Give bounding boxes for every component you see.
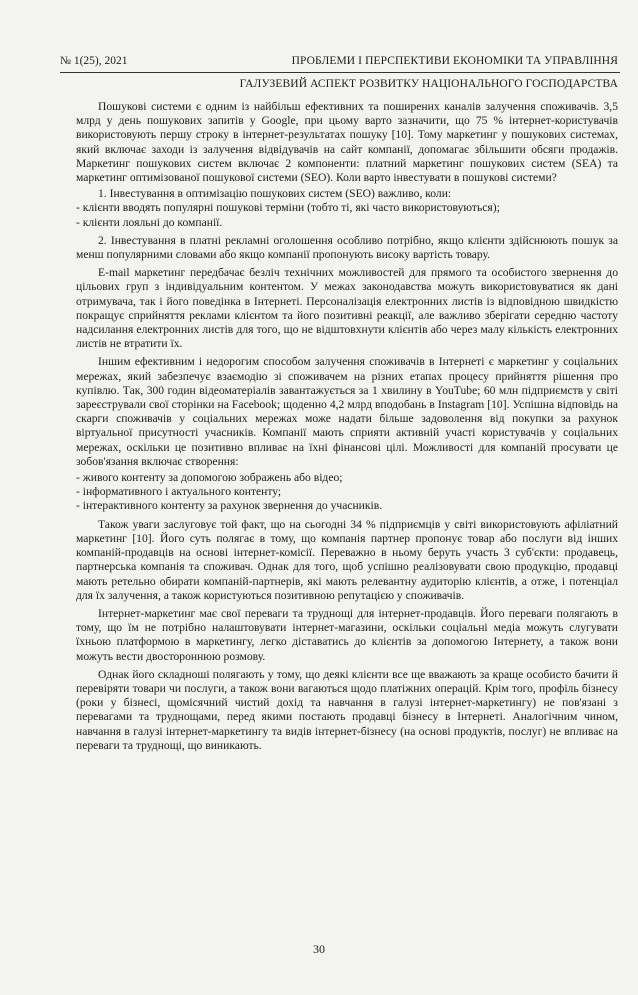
bullet-loyal-clients: - клієнти лояльні до компанії.	[76, 215, 223, 229]
paragraph-difficulties: Однак його складноші полягають у тому, що деякі клієнти все ще вважають за краще особисто бачити й перевіряти товари чи послуги, а також вони вагаються щодо платіжних операцій. Крім того, профіль бізнесу (роки у бізнесі, щомісячний чистий дохід та навчання в галузі інтернет-маркетингу) не пов'язані з перевагами та труднощами, перед якими постають продавці бізнесу в Інтернеті. Аналогічним чином, навчання в галузі інтернет-маркетингу та видів інтернет-бізнесу (на основі продуктів, послуг) не впливає на переваги та труднощі, що виникають.	[76, 667, 618, 752]
paragraph-internet-marketing: Інтернет-маркетинг має свої переваги та труднощі для інтернет-продавців. Його переваги полягають в тому, що їм не потрібно налаштовувати інтернет-магазини, оскільки соціальні медіа можуть слугувати їхньою платформою в маркетингу, легко діставатись до клієнтів за допомогою Інтернету, а також вони можуть вести двостороннюю розмову.	[76, 606, 618, 663]
paragraph-search-engines: Пошукові системи є одним із найбільш ефективних та поширених каналів залучення споживачів. 3,5 млрд у день пошукових запитів у Google, при цьому варто зазначити, що 75 % інтернет-користувачів використовують першу строку в інтернет-результатах пошуку [10]. Тому маркетинг у пошукових системах, який включає заходи із залучення відвідувачів на сайт компанії, допомагає збільшити обсяги продажів. Маркетинг пошукових систем включає 2 компоненти: платний маркетинг пошукових систем (SEA) та маркетинг оптимізованої пошукової системи (SEO). Коли варто інвестувати в пошукові системи?	[76, 100, 618, 185]
article-body	[76, 100, 618, 755]
issue-number: № 1(25), 2021	[60, 55, 128, 67]
list-item-seo: 1. Інвестування в оптимізацію пошукових систем (SEO) важливо, коли:	[98, 187, 452, 201]
bullet-informative-content: - інформативного і актуального контенту;	[76, 485, 282, 499]
paragraph-social-media: Іншим ефективним і недорогим способом залучення споживачів в Інтернеті є маркетинг у соціальних мережах, який забезпечує взаємодію зі споживачем на різних етапах процесу прийняття рішення про купівлю. Так, 300 годин відеоматеріалів завантажується за 1 хвилину в YouTube; 60 млн підприємств у світі зареєстрували свої сторінки на Facebook; щоденно 4,2 млрд вподобань в Instagram [10]. Успішна відповідь на скарги споживачів у соціальних мережах може надати більше задоволення від покупки за рахунок віртуальної присутності учасників. Компанії мають сприяти активній участі користувачів у соціальних мережах, оскільки це позитивно впливає на їхні фінансові цілі. Можливості для компаній просувати це зобов'язання включає створення:	[76, 355, 618, 468]
page-number: 30	[313, 942, 325, 956]
bullet-popular-terms: - клієнти вводять популярні пошукові терміни (тобто ті, які часто використовуються);	[76, 201, 500, 215]
bullet-live-content: - живого контенту за допомогою зображень або відео;	[76, 471, 343, 485]
list-item-paid-ads: 2. Інвестування в платні рекламні оголошення особливо потрібно, якщо клієнти здійснюють пошук за менш популярними словами або якщо компанії пропонують високу вартість товару.	[76, 233, 618, 262]
paragraph-email-marketing: E-mail маркетинг передбачає безліч технічних можливостей для прямого та особистого звернення до цільових груп з індивідуальним контентом. У межах законодавства можуть використовуватися як дані отримувача, так і його поведінка в Інтернеті. Персоналізація електронних листів із відповідною швидкістю покращує сприйняття реклами клієнтом та його позитивні реакції, але важливо зберігати середню частоту надсилання електронних листів для того, що не відштовхнути клієнтів або через малу кількість електронних листів не втратити їх.	[76, 266, 618, 351]
bullet-interactive-content: - інтерактивного контенту за рахунок звернення до учасників.	[76, 499, 383, 513]
header-rule	[60, 72, 620, 73]
journal-title: ПРОБЛЕМИ І ПЕРСПЕКТИВИ ЕКОНОМІКИ ТА УПРАВЛІННЯ	[291, 55, 618, 67]
section-title: ГАЛУЗЕВИЙ АСПЕКТ РОЗВИТКУ НАЦІОНАЛЬНОГО ГОСПОДАРСТВА	[239, 78, 618, 90]
paragraph-affiliate-marketing: Також уваги заслуговує той факт, що на сьогодні 34 % підприємців у світі використовують афіліатний маркетинг [10]. Його суть полягає в тому, що компанія партнер пропонує товар або послуги від інших компаній-продавців на основі інтернет-комісії. Переважно в ньому беруть участь 3 суб'єкти: продавець, партнерська компанія та споживач. Однак для того, щоб успішно реалізовувати свою продукцію, продавці мають ретельно обирати компаній-партнерів, які мають релевантну аудиторію клієнтів, а отже, і потенціал для їх залучення, а також користуються позитивною репутацією у споживачів.	[76, 517, 618, 602]
